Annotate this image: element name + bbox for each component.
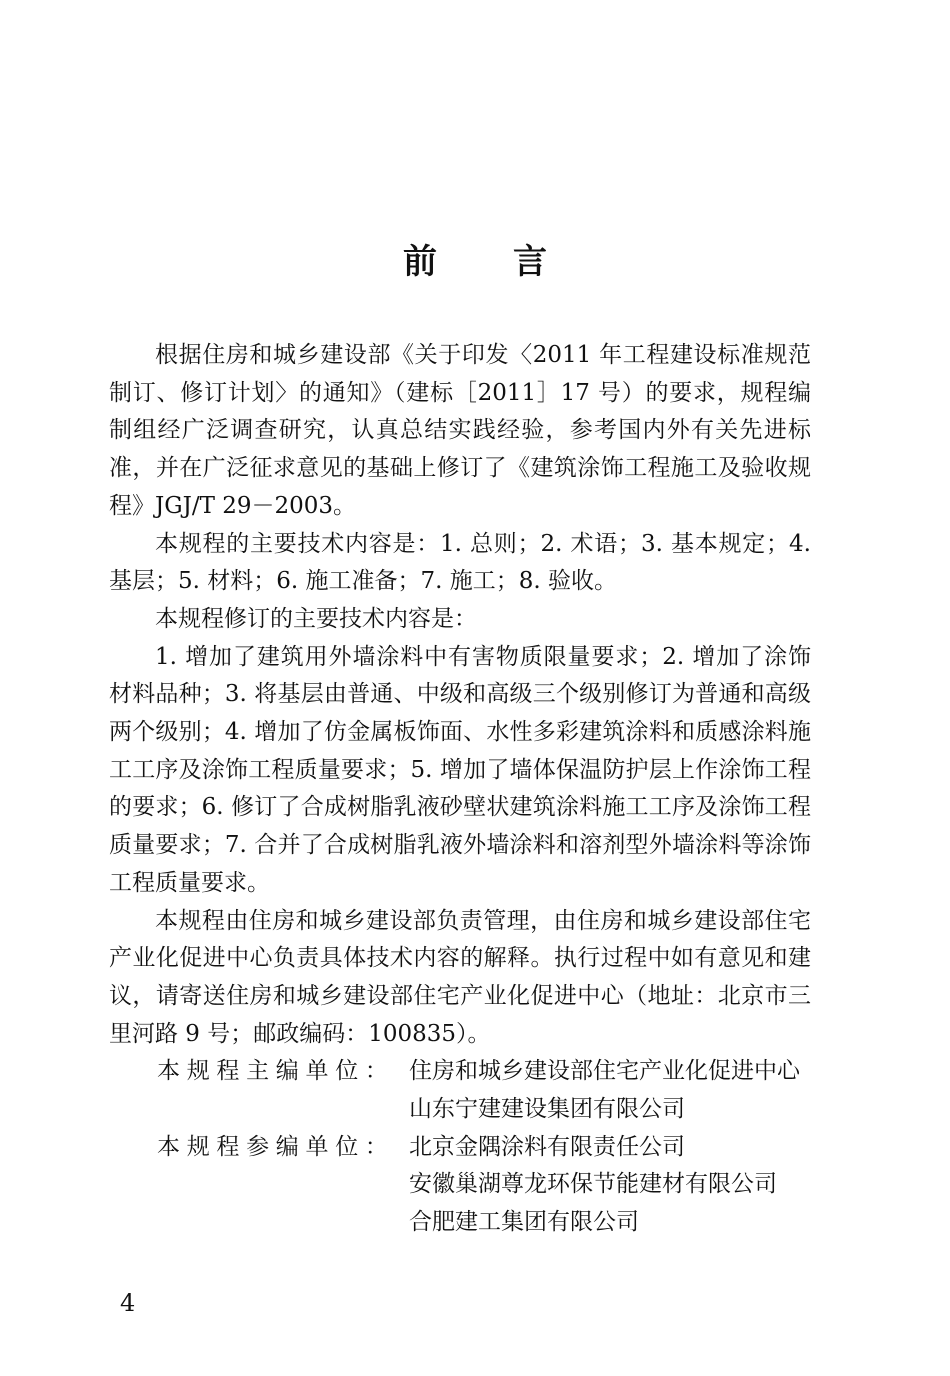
paragraph-management: 本规程由住房和城乡建设部负责管理，由住房和城乡建设部住宅产业化促进中心负责具体技术内容的解释。执行过程中如有意见和建议，请寄送住房和城乡建设部住宅产业化促进中心（地址：北京市三里河路 9 号；邮政编码：100835）。 [109, 907, 811, 1047]
participant-unit: 合肥建工集团有限公司 [409, 1209, 639, 1236]
page-number: 4 [120, 1289, 136, 1317]
participants-block [109, 1129, 811, 1242]
chief-editor-unit: 住房和城乡建设部住宅产业化促进中心 [409, 1058, 800, 1085]
participant-unit: 安徽巢湖尊龙环保节能建材有限公司 [409, 1171, 777, 1198]
page-title: 前言 [403, 242, 623, 282]
participant-unit: 北京金隅涂料有限责任公司 [409, 1133, 685, 1160]
chief-editor-block [109, 1053, 811, 1128]
paragraph-main-content: 本规程的主要技术内容是：1. 总则；2. 术语；3. 基本规定；4. 基层；5. 材料；6. 施工准备；7. 施工；8. 验收。 [109, 530, 811, 595]
preface-body [109, 337, 811, 1242]
chief-editor-unit: 山东宁建建设集团有限公司 [409, 1096, 685, 1123]
paragraph-revision-intro: 本规程修订的主要技术内容是： [155, 605, 477, 632]
participants-label: 本规程参编单位： [157, 1133, 395, 1160]
paragraph-revision-items: 1. 增加了建筑用外墙涂料中有害物质限量要求；2. 增加了涂饰材料品种；3. 将基层由普通、中级和高级三个级别修订为普通和高级两个级别；4. 增加了仿金属板饰面、水性多彩建筑涂料和质感涂料施工工序及涂饰工程质量要求；5. 增加了墙体保温防护层上作涂饰工程的要求；6. 修订了合成树脂乳液砂壁状建筑涂料施工工序及涂饰工程质量要求；7. 合并了合成树脂乳液外墙涂料和溶剂型外墙涂料等涂饰工程质量要求。 [109, 643, 811, 896]
chief-editor-label: 本规程主编单位： [157, 1058, 395, 1085]
paragraph-basis: 根据住房和城乡建设部《关于印发〈2011 年工程建设标准规范制订、修订计划〉的通知》（建标［2011］17 号）的要求，规程编制组经广泛调查研究，认真总结实践经验，参考国内外有关先进标准，并在广泛征求意见的基础上修订了《建筑涂饰工程施工及验收规程》JGJ/T 29－2003。 [109, 342, 811, 519]
